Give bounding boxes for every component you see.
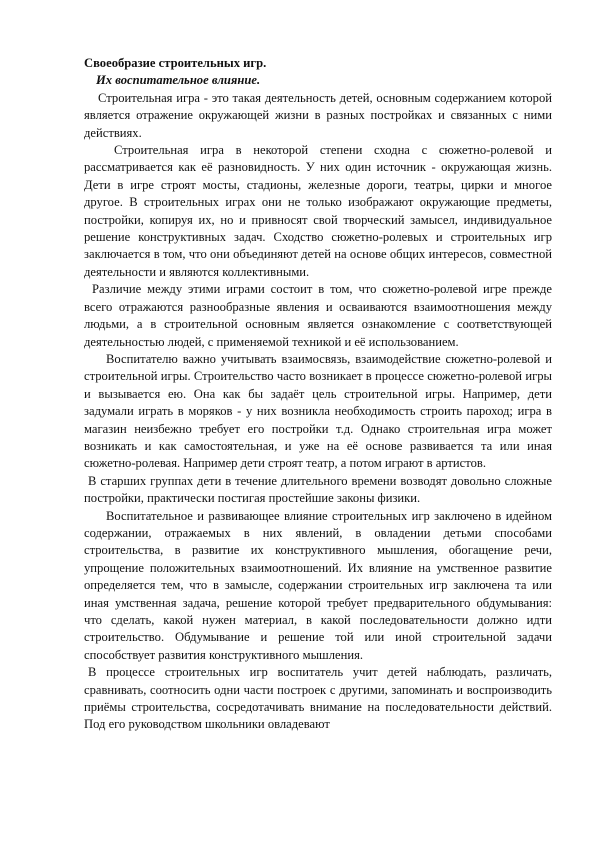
document-subtitle: Их воспитательное влияние.: [96, 73, 261, 88]
document-title: Своеобразие строительных игр.: [84, 56, 267, 70]
paragraph-interrelation: Воспитателю важно учитывать взаимосвязь, взаимодействие сюжетно-ролевой и строительной игры. Строительство часто возникает в процессе сюжетно-ролевой игры и вызывается ею. Она как бы задаёт цель строительной игры. Например, дети задумали играть в моряков - у них возникла необходимость строить пароход; игра в магазин неизбежно требует его постройки т.д. Однако строительная игра может возникать и как самостоятельная, и уже на её основе развивается та или иная сюжетно-ролевая. Например дети строят театр, а потом играют в артистов.: [84, 351, 552, 471]
paragraph-educational-influence: Воспитательное и развивающее влияние строительных игр заключено в идейном содержании, отражаемых в них явлений, в овладении детьми способами строительства, в развитие их конструктивного мышления, обогащение речи, упрощение положительных взаимоотношений. Их влияние на умственное развитие определяется тем, что в замысле, содержании строительных игр заключена та или иная умственная задача, решение которой требует предварительного обдумывания: что сделать, какой нужен материал, в какой последовательности должно идти строительство. Обдумывание и решение той или иной строительной задачи способствует развития конструктивного мышления.: [84, 508, 552, 662]
paragraph-older-groups: В старших группах дети в течение длительного времени возводят довольно сложные постройки, практически постигая простейшие законы физики.: [84, 473, 552, 506]
document-body: [84, 55, 552, 734]
paragraph-definition: Строительная игра - это такая деятельность детей, основным содержанием которой является отражение окружающей жизни в разных постройках и связанных с ними действиях.: [84, 90, 552, 140]
paragraph-difference: Различие между этими играми состоит в том, что сюжетно-ролевой игре прежде всего отражаются разнообразные явления и осваиваются взаимоотношения между людьми, а в строительной основным является ознакомление с соответствующей деятельностью людей, с применяемой техникой и её использованием.: [84, 282, 552, 349]
paragraph-teacher-role: В процессе строительных игр воспитатель учит детей наблюдать, различать, сравнивать, соотносить одни части построек с другими, запоминать и воспроизводить приёмы строительства, сосредотачивать внимание на последовательности действий. Под его руководством школьники овладевают: [84, 665, 552, 732]
paragraph-similarity: Строительная игра в некоторой степени сходна с сюжетно-ролевой и рассматривается как её разновидность. У них один источник - окружающая жизнь. Дети в игре строят мосты, стадионы, железные дороги, театры, цирки и многое другое. В строительных играх они не только изображают окружающие предметы, постройки, копируя их, но и привносят свой творческий замысел, индивидуальное решение конструктивных задач. Сходство сюжетно-ролевых и строительных игр заключается в том, что они объединяют детей на основе общих интересов, совместной деятельности и являются коллективными.: [84, 143, 552, 279]
